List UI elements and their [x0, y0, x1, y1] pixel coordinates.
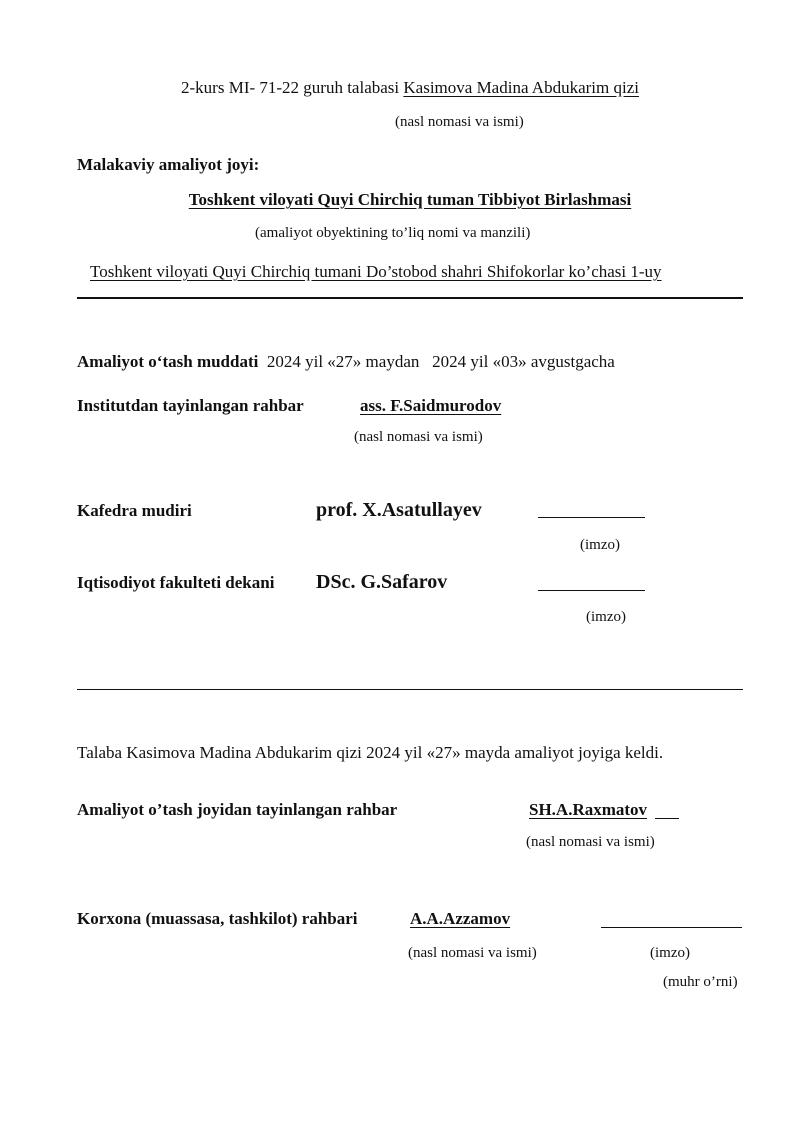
enterprise-head-name: A.A.Azzamov — [410, 909, 511, 928]
place-organization: Toshkent viloyati Quyi Chirchiq tuman Tibbiyot Birlashmasi — [188, 190, 632, 209]
arrival-text: Talaba Kasimova Madina Abdukarim qizi 2024 yil «27» mayda amaliyot joyiga keldi. — [77, 743, 664, 762]
place-address: Toshkent viloyati Quyi Chirchiq tumani Do’stobod shahri Shifokorlar ko’chasi 1-uy — [90, 262, 662, 281]
site-supervisor-label: Amaliyot o’tash joyidan tayinlangan rahbar — [77, 800, 398, 819]
department-head-name: prof. X.Asatullayev — [316, 499, 482, 521]
site-supervisor-name-underline-tail — [655, 818, 679, 819]
institute-supervisor-label: Institutdan tayinlangan rahbar — [77, 396, 304, 415]
dean-signature-line — [538, 590, 645, 591]
period-to: 2024 yil «03» avgustgacha — [432, 352, 615, 371]
enterprise-head-name-caption: (nasl nomasi va ismi) — [408, 945, 537, 961]
student-caption: (nasl nomasi va ismi) — [395, 114, 524, 130]
institute-supervisor-caption: (nasl nomasi va ismi) — [354, 429, 483, 445]
divider-top — [77, 297, 743, 299]
period-label: Amaliyot o‘tash muddati — [77, 352, 259, 371]
enterprise-head-signature-caption: (imzo) — [650, 945, 690, 961]
department-head-signature-line — [538, 517, 645, 518]
enterprise-head-signature-line — [601, 927, 742, 928]
dean-label: Iqtisodiyot fakulteti dekani — [77, 573, 275, 592]
enterprise-head-label: Korxona (muassasa, tashkilot) rahbari — [77, 909, 358, 928]
department-head-label: Kafedra mudiri — [77, 501, 192, 520]
enterprise-head-stamp-caption: (muhr o’rni) — [663, 974, 738, 990]
place-organization-caption: (amaliyot obyektining to’liq nomi va manzili) — [255, 225, 531, 241]
place-label: Malakaviy amaliyot joyi: — [77, 155, 260, 174]
divider-middle — [77, 689, 743, 690]
student-name: Kasimova Madina Abdukarim qizi — [403, 78, 639, 97]
period-line — [77, 353, 615, 370]
department-head-signature-caption: (imzo) — [580, 537, 620, 553]
site-supervisor-name: SH.A.Raxmatov — [529, 800, 648, 819]
dean-name: DSc. G.Safarov — [316, 571, 448, 593]
dean-signature-caption: (imzo) — [586, 609, 626, 625]
period-from: 2024 yil «27» maydan — [266, 352, 420, 371]
institute-supervisor-name: ass. F.Saidmurodov — [360, 396, 502, 415]
site-supervisor-caption: (nasl nomasi va ismi) — [526, 834, 655, 850]
student-line — [0, 79, 800, 96]
student-line-prefix: 2-kurs MI- 71-22 guruh talabasi — [181, 78, 400, 97]
